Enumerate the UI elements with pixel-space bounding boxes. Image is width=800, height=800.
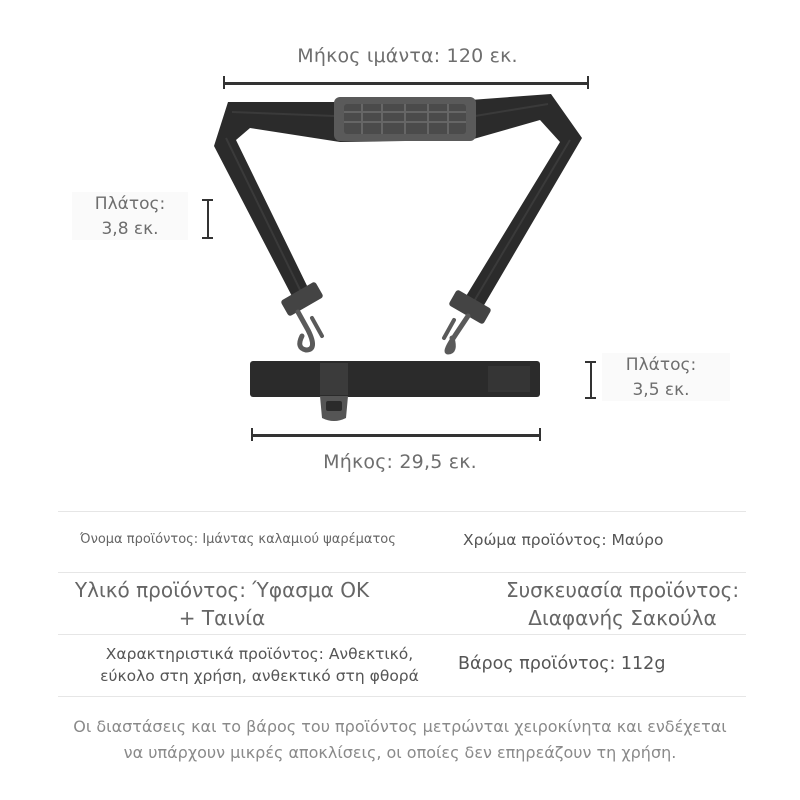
strap-width-label-line1: Πλάτος: <box>94 194 166 214</box>
spec-packaging <box>470 576 775 632</box>
spec-features-line1: Χαρακτηριστικά προϊόντος: Ανθεκτικό, <box>105 645 414 663</box>
spec-material-line1: Υλικό προϊόντος: Ύφασμα ΟΚ <box>74 578 370 602</box>
disclaimer-line2: να υπάρχουν μικρές αποκλίσεις, οι οποίες δεν επηρεάζουν τη χρήση. <box>123 743 677 762</box>
shoulder-pad <box>334 97 476 141</box>
pad-width-label-line1: Πλάτος: <box>625 355 697 375</box>
pad-width-rule <box>590 362 592 398</box>
pad-width-tick-top <box>585 361 596 363</box>
spec-features-line2: εύκολο στη χρήση, ανθεκτικό στη φθορά <box>100 667 419 685</box>
spec-divider-2 <box>58 572 746 573</box>
spec-weight: Βάρος προϊόντος: 112g <box>458 654 666 674</box>
spec-packaging-line1: Συσκευασία προϊόντος: <box>505 578 740 602</box>
rod-holder-pad <box>250 361 540 421</box>
spec-divider-3 <box>58 634 746 635</box>
pad-width-label-line2: 3,5 εκ. <box>632 380 690 400</box>
disclaimer <box>10 714 790 766</box>
strap-width-label-line2: 3,8 εκ. <box>101 219 159 239</box>
spec-material <box>52 576 392 632</box>
pad-length-tick-left <box>251 428 253 441</box>
pad-length-label: Μήκος: 29,5 εκ. <box>323 451 477 473</box>
spec-features <box>72 643 447 687</box>
pad-width-tick-bottom <box>585 397 596 399</box>
pad-length-rule <box>251 434 541 437</box>
left-buckle <box>280 281 324 350</box>
spec-divider-4 <box>58 696 746 697</box>
spec-material-line2: + Ταινία <box>178 606 266 630</box>
spec-product-name: Όνομα προϊόντος: Ιμάντας καλαμιού ψαρέματος <box>80 532 396 547</box>
strap-length-label: Μήκος ιμάντα: 120 εκ. <box>297 45 518 67</box>
spec-product-color: Χρώμα προϊόντος: Μαύρο <box>463 531 664 549</box>
spec-packaging-line2: Διαφανής Σακούλα <box>528 606 717 630</box>
disclaimer-line1: Οι διαστάσεις και το βάρος του προϊόντος μετρώνται χειροκίνητα και ενδέχεται <box>73 717 727 736</box>
spec-divider-1 <box>58 511 746 512</box>
pad-length-tick-right <box>539 428 541 441</box>
pad-width-label <box>602 353 720 403</box>
